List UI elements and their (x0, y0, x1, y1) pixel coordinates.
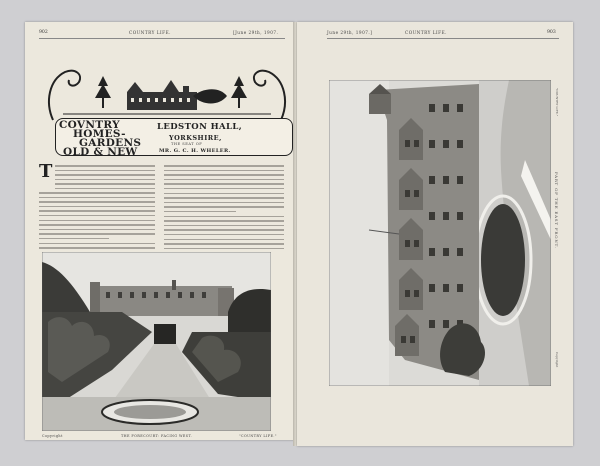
left-page (25, 22, 295, 440)
text-line (164, 179, 284, 181)
header-rule-left (39, 38, 285, 39)
masthead-ornament-icon (43, 62, 291, 122)
text-line (39, 201, 155, 203)
photo-caption: THE FORECOURT: FACING WEST. (121, 434, 193, 438)
text-line (55, 179, 155, 181)
text-line (164, 225, 284, 227)
text-column-2 (164, 165, 284, 252)
series-line-4: OLD & NEW (63, 146, 138, 158)
running-head-right: COUNTRY LIFE. (405, 30, 447, 35)
text-line (164, 216, 284, 218)
photo-credit-right: "COUNTRY LIFE." (239, 434, 277, 438)
text-line (39, 247, 155, 249)
side-caption: PART OF THE EAST FRONT. (554, 172, 559, 249)
series-line-2: HOMES- (73, 128, 126, 140)
running-head-left: COUNTRY LIFE. (129, 30, 171, 35)
text-line (39, 243, 155, 245)
text-line (164, 234, 284, 236)
right-page (297, 22, 573, 446)
text-line (164, 197, 284, 199)
text-line (39, 224, 155, 226)
photo-credit-left: Copyright (42, 434, 63, 438)
text-line (164, 243, 284, 245)
forecourt-photo (42, 252, 271, 431)
text-line (55, 170, 155, 172)
text-line (55, 165, 155, 167)
article-county: YORKSHIRE, (169, 134, 222, 142)
page-number-right: 903 (547, 30, 556, 35)
text-line (164, 248, 284, 250)
text-line (164, 174, 284, 176)
text-line (39, 210, 155, 212)
owner-name: MR. G. C. H. WHELER. (159, 148, 231, 154)
masthead (43, 62, 291, 156)
page-number-left: 902 (39, 30, 48, 35)
article-title: LEDSTON HALL, (157, 122, 243, 132)
text-line (164, 165, 284, 167)
text-line (39, 220, 155, 222)
text-column-1-lower (39, 192, 155, 252)
text-line (164, 239, 284, 241)
text-line (164, 220, 284, 222)
text-line (55, 183, 155, 185)
date-right: June 29th, 1907.] (327, 30, 373, 35)
seat-line: THE SEAT OF (171, 142, 203, 146)
side-credit-top: "COUNTRY LIFE." (555, 88, 559, 117)
text-line (55, 174, 155, 176)
text-line (164, 170, 284, 172)
east-front-photo (329, 80, 551, 386)
drop-cap: T (39, 161, 53, 182)
text-line (164, 202, 284, 204)
text-line (55, 188, 155, 190)
series-line-1: COVNTRY (59, 119, 120, 131)
text-line (164, 229, 284, 231)
text-line (164, 211, 236, 213)
text-line (39, 197, 155, 199)
text-line (39, 233, 155, 235)
text-line (39, 206, 155, 208)
series-line-3: GARDENS (79, 137, 142, 149)
text-line (39, 192, 155, 194)
text-line (39, 215, 155, 217)
text-line (164, 188, 284, 190)
text-line (39, 238, 109, 240)
text-line (164, 206, 284, 208)
text-line (39, 229, 155, 231)
date-left: [June 29th, 1907. (233, 30, 279, 35)
header-rule-right (327, 38, 559, 39)
text-line (164, 193, 284, 195)
side-credit-bottom: Copyright (555, 352, 559, 368)
text-column-1 (55, 165, 155, 193)
text-line (164, 183, 284, 185)
